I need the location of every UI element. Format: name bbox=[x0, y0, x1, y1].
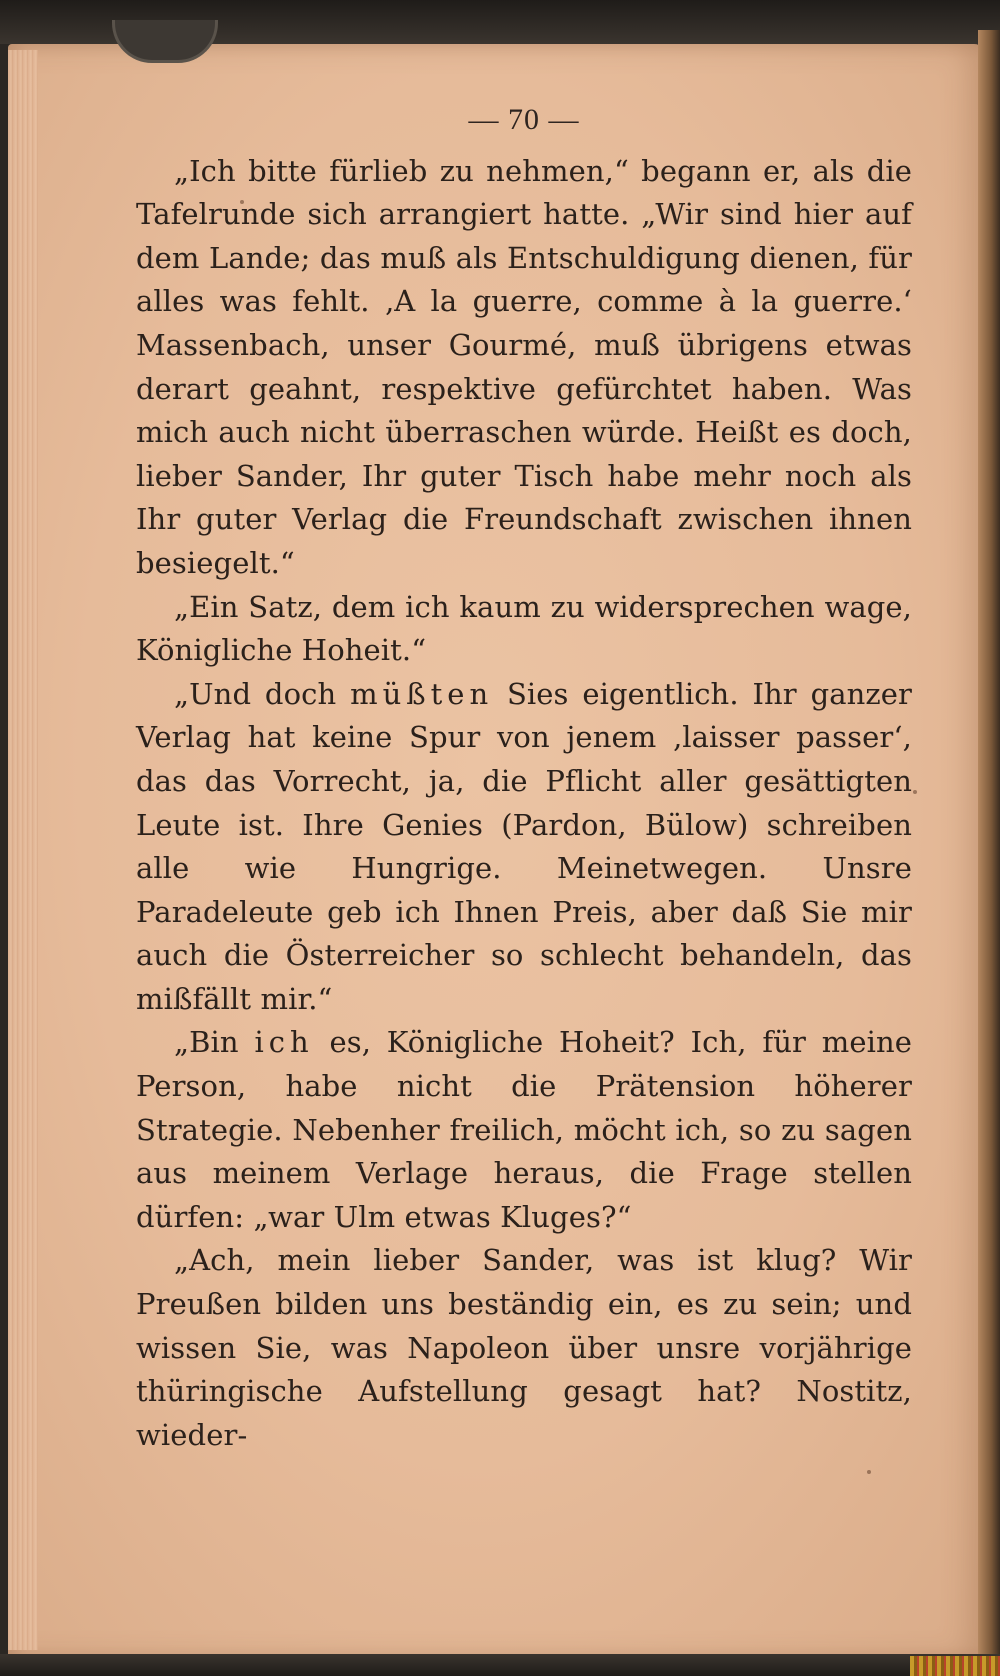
paragraph-2 bbox=[136, 586, 912, 673]
paragraph-text: Sies eigentlich. Ihr ganzer Verlag hat keine Spur von jenem ‚laisser passer‘, das das Vorrecht, ja, die Pflicht aller gesättigten Leute ist. Ihre Genies (Pardon, Bülow) schreiben alle wie Hungrige. Meinetwegen. Unsre Paradeleute geb ich Ihnen Preis, aber daß Sie mir auch die Österreicher so schlecht behandeln, das mißfällt mir.“ bbox=[136, 676, 913, 1016]
paragraph-4 bbox=[136, 1021, 912, 1239]
paragraph-text: es, Königliche Hoheit? Ich, für meine Person, habe nicht die Prätension höherer Strategie. Nebenher freilich, möcht ich, so zu sagen aus meinem Verlage heraus, die Frage stellen dürfen: „war Ulm etwas Kluges?“ bbox=[136, 1025, 912, 1234]
bookmark-ribbon bbox=[910, 1656, 1000, 1676]
scanner-bottom-edge bbox=[0, 1654, 1000, 1676]
emphasized-word: ich bbox=[254, 1025, 314, 1060]
page-stack-edge bbox=[8, 50, 38, 1650]
paragraph-5 bbox=[136, 1239, 912, 1457]
paragraph-text: „Ein Satz, dem ich kaum zu widersprechen wage, Königliche Hoheit.“ bbox=[136, 589, 912, 668]
paragraph-text: „Ich bitte fürlieb zu nehmen,“ begann er, als die Tafelrunde sich arrangiert hatte. „Wir sind hier auf dem Lande; das muß als Entschuldigung dienen, für alles was fehlt. ‚A la guerre, comme à la guerre.‘ Massenbach, unser Gourmé, muß übrigens etwas derart geahnt, respektive gefürchtet haben. Was mich auch nicht überraschen würde. Heißt es doch, lieber Sander, Ihr guter Tisch habe mehr noch als Ihr guter Verlag die Freundschaft zwischen ihnen besiegelt.“ bbox=[136, 153, 912, 580]
paragraph-text: „Und doch bbox=[174, 676, 351, 711]
paragraph-text: „Ach, mein lieber Sander, was ist klug? Wir Preußen bilden uns beständig ein, es zu sein; und wissen Sie, was Napoleon über unsre vorjährige thüringische Aufstellung gesagt hat? Nostitz, wieder- bbox=[136, 1243, 912, 1452]
page-text bbox=[136, 98, 912, 1457]
page-number: — 70 — bbox=[468, 103, 580, 136]
paragraph-1 bbox=[136, 150, 912, 586]
paper-speck bbox=[913, 790, 917, 794]
paragraph-3 bbox=[136, 673, 912, 1022]
paragraph-text: „Bin bbox=[174, 1025, 255, 1060]
paper-speck bbox=[867, 1470, 871, 1474]
emphasized-word: müßten bbox=[350, 676, 494, 711]
book-binding-edge bbox=[978, 30, 1000, 1676]
